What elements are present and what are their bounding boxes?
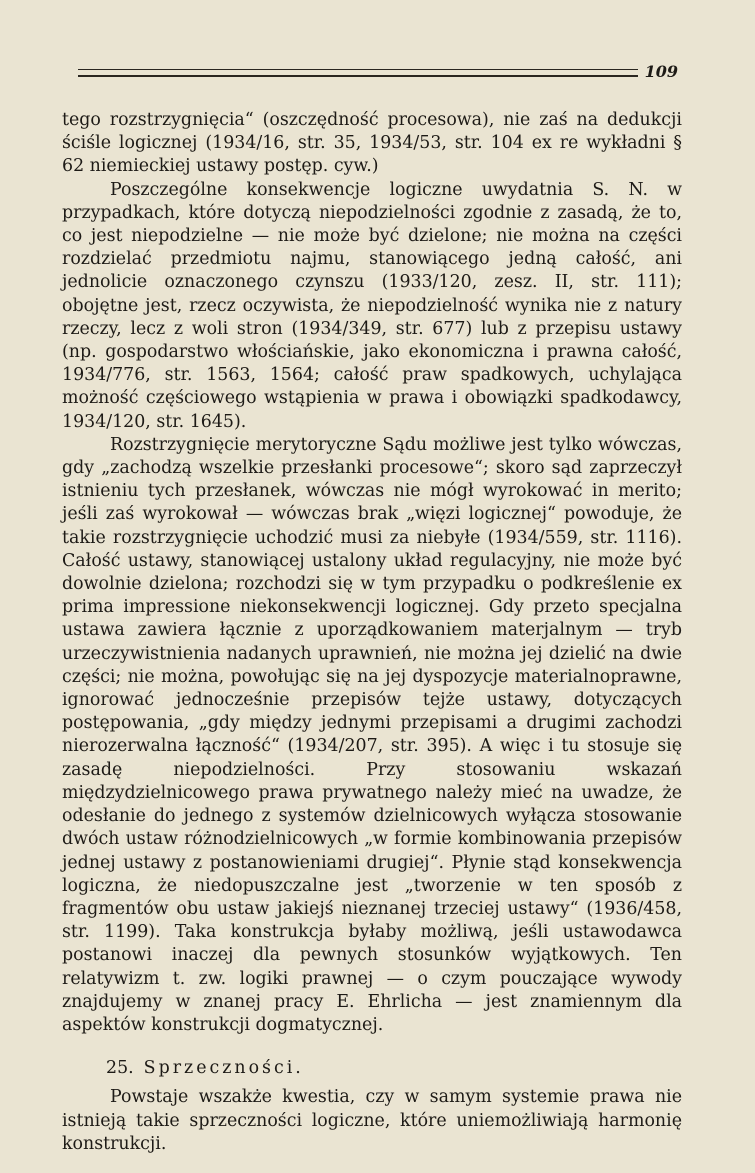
paragraph-merits: Rozstrzygnięcie merytoryczne Sądu możliwe jest tylko wówczas, gdy „zachodzą wszelkie przesłanki procesowe“; skoro sąd zaprzeczył istnieniu tych przesłanek, wówczas nie mógł wyrokować in merito; jeśli zaś wyrokował — wówczas brak „więzi logicznej“ powoduje, że takie rozstrzygnięcie uchodzić musi za niebyłe (1934/559, str. 1116). Całość ustawy, stanowiącej ustalony układ regulacyjny, nie może być dowolnie dzielona; rozchodzi się w tym przypadku o podkreślenie ex prima impressione niekonsekwencji logicznej. Gdy przeto specjalna ustawa zawiera łącznie z uporządkowaniem materjalnym — tryb urzeczywistnienia nadanych uprawnień, nie można jej dzielić na dwie części; nie można, powołując się na jej dyspozycje materialnoprawne, ignorować jednocześnie przepisów tejże ustawy, dotyczących postępowania, „gdy między jednymi przepisami a drugimi zachodzi nierozerwalna łączność“ (1934/207, str. 395). A więc i tu stosuje się zasadę niepodzielności. Przy stosowaniu wskazań międzydzielnicowego prawa prywatnego należy mieć na uwadze, że odesłanie do jednego z systemów dzielnicowych wyłącza stosowanie dwóch ustaw różnodzielnicowych „w formie kombinowania przepisów jednej ustawy z postanowieniami drugiej“. Płynie stąd konsekwencja logiczna, że niedopuszczalne jest „tworzenie w ten sposób z fragmentów obu ustaw jakiejś nieznanej trzeciej ustawy“ (1936/458, str. 1199). Taka konstrukcja byłaby możliwą, jeśli ustawodawca postanowi inaczej dla pewnych stosunków wyjątkowych. Ten relatywizm t. zw. logiki prawnej — o czym pouczające wywody znajdujemy w znanej pracy E. Ehrlicha — jest znamiennym dla aspektów konstrukcji dogmatycznej. [62, 434, 682, 1035]
page-number: 109 [644, 62, 678, 81]
paragraph-closing: Powstaje wszakże kwestia, czy w samym systemie prawa nie istnieją takie sprzeczności logiczne, które uniemożliwiają harmonię konstrukcji. [62, 1087, 682, 1154]
page-body [62, 109, 682, 1156]
section-number: 25. [106, 1058, 134, 1079]
paragraph-consequences: Poszczególne konsekwencje logiczne uwydatnia S. N. w przypadkach, które dotyczą niepodzielności zgodnie z zasadą, że to, co jest niepodzielne — nie może być dzielone; nie można na części rozdzielać przedmiotu najmu, stanowiącego jedną całość, ani jednolicie oznaczonego czynszu (1933/120, zesz. II, str. 111); obojętne jest, rzecz oczywista, że niepodzielność wynika nie z natury rzeczy, lecz z woli stron (1934/349, str. 677) lub z przepisu ustawy (np. gospodarstwo włościańskie, jako ekonomiczna i prawna całość, 1934/776, str. 1563, 1564; całość praw spadkowych, uchylająca możność częściowego wstąpienia w prawa i obowiązki spadkodawcy, 1934/120, str. 1645). [62, 179, 682, 432]
header-rule-bottom [78, 75, 638, 77]
paragraph-continuation: tego rozstrzygnięcia“ (oszczędność procesowa), nie zaś na dedukcji ściśle logicznej (1934/16, str. 35, 1934/53, str. 104 ex re wykładni § 62 niemieckiej ustawy postęp. cyw.) [62, 110, 682, 177]
section-title: Sprzeczności. [143, 1058, 304, 1079]
header-rule-top [78, 69, 638, 70]
section-heading [62, 1057, 682, 1080]
page-header [78, 60, 678, 90]
